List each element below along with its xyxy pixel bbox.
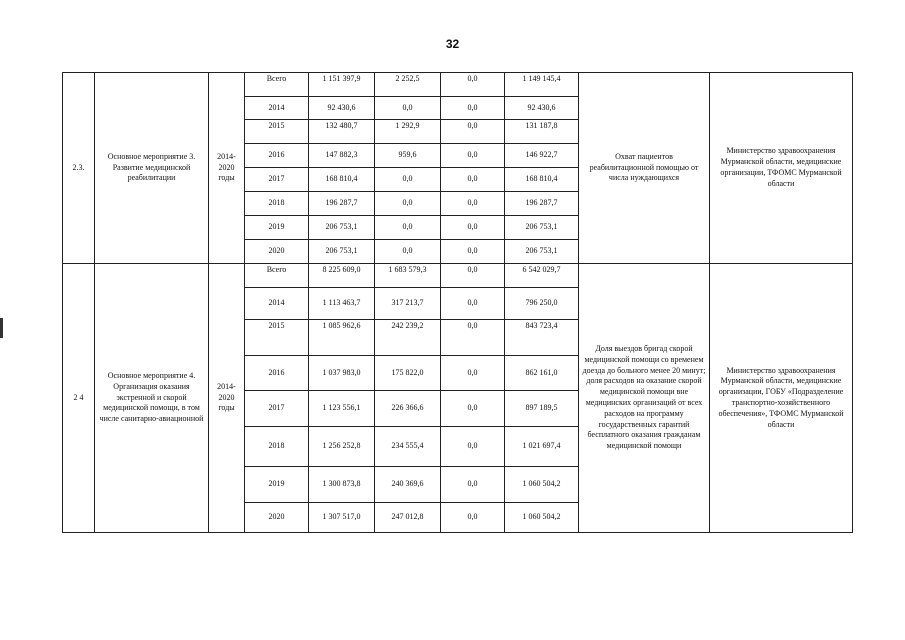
total-amount: 1 113 463,7	[309, 288, 375, 320]
period-label: Всего	[245, 73, 309, 97]
period-label: 2015	[245, 320, 309, 356]
period-label: 2016	[245, 144, 309, 168]
period-label: Всего	[245, 264, 309, 288]
period-label: 2018	[245, 192, 309, 216]
target-indicator: Охват пациентов реабилитационной помощью от числа нуждающихся	[579, 73, 710, 264]
regional-amount: 0,0	[441, 192, 505, 216]
period-label: 2017	[245, 391, 309, 427]
total-amount: 196 287,7	[309, 192, 375, 216]
total-amount: 1 307 517,0	[309, 503, 375, 533]
activity-years: 2014-2020 годы	[209, 264, 245, 533]
federal-amount: 959,6	[375, 144, 441, 168]
activity-number: 2 4	[63, 264, 95, 533]
federal-amount: 2 252,5	[375, 73, 441, 97]
target-indicator: Доля выездов бригад скорой медицинской помощи со временем доезда до больного менее 20 минут; доля расходов на оказание скорой медицинской помощи вне медицинских организаций от всех расходов на программу государственных гарантий бесплатного оказания гражданам медицинской помощи	[579, 264, 710, 533]
total-amount: 1 123 556,1	[309, 391, 375, 427]
regional-amount: 0,0	[441, 120, 505, 144]
activity-name: Основное мероприятие 3. Развитие медицинской реабилитации	[95, 73, 209, 264]
regional-amount: 0,0	[441, 73, 505, 97]
regional-amount: 0,0	[441, 216, 505, 240]
responsible-executor: Министерство здравоохранения Мурманской области, медицинские организации, ТФОМС Мурманской области	[710, 73, 853, 264]
program-table-body	[63, 73, 853, 533]
other-amount: 146 922,7	[505, 144, 579, 168]
activity-number: 2.3.	[63, 73, 95, 264]
total-amount: 147 882,3	[309, 144, 375, 168]
regional-amount: 0,0	[441, 168, 505, 192]
regional-amount: 0,0	[441, 503, 505, 533]
other-amount: 1 060 504,2	[505, 503, 579, 533]
other-amount: 1 149 145,4	[505, 73, 579, 97]
other-amount: 6 542 029,7	[505, 264, 579, 288]
federal-amount: 240 369,6	[375, 467, 441, 503]
period-label: 2014	[245, 97, 309, 120]
table-row	[63, 264, 853, 288]
regional-amount: 0,0	[441, 320, 505, 356]
regional-amount: 0,0	[441, 240, 505, 264]
other-amount: 897 189,5	[505, 391, 579, 427]
period-label: 2018	[245, 427, 309, 467]
total-amount: 1 256 252,8	[309, 427, 375, 467]
federal-amount: 247 012,8	[375, 503, 441, 533]
other-amount: 168 810,4	[505, 168, 579, 192]
other-amount: 1 021 697,4	[505, 427, 579, 467]
other-amount: 206 753,1	[505, 240, 579, 264]
regional-amount: 0,0	[441, 264, 505, 288]
regional-amount: 0,0	[441, 427, 505, 467]
period-label: 2015	[245, 120, 309, 144]
total-amount: 1 037 983,0	[309, 356, 375, 391]
regional-amount: 0,0	[441, 391, 505, 427]
regional-amount: 0,0	[441, 97, 505, 120]
total-amount: 92 430,6	[309, 97, 375, 120]
federal-amount: 0,0	[375, 97, 441, 120]
federal-amount: 0,0	[375, 216, 441, 240]
total-amount: 132 480,7	[309, 120, 375, 144]
other-amount: 92 430,6	[505, 97, 579, 120]
scan-artifact	[0, 318, 3, 338]
period-label: 2020	[245, 503, 309, 533]
federal-amount: 317 213,7	[375, 288, 441, 320]
total-amount: 1 300 873,8	[309, 467, 375, 503]
total-amount: 206 753,1	[309, 240, 375, 264]
regional-amount: 0,0	[441, 356, 505, 391]
other-amount: 206 753,1	[505, 216, 579, 240]
other-amount: 1 060 504,2	[505, 467, 579, 503]
period-label: 2014	[245, 288, 309, 320]
other-amount: 796 250,0	[505, 288, 579, 320]
federal-amount: 1 292,9	[375, 120, 441, 144]
federal-amount: 242 239,2	[375, 320, 441, 356]
other-amount: 196 287,7	[505, 192, 579, 216]
responsible-executor: Министерство здравоохранения Мурманской области, медицинские организации, ГОБУ «Подразделение транспортно-хозяйственного обеспечения», ТФОМС Мурманской области	[710, 264, 853, 533]
period-label: 2019	[245, 467, 309, 503]
total-amount: 206 753,1	[309, 216, 375, 240]
page-number: 32	[445, 37, 460, 51]
total-amount: 1 151 397,9	[309, 73, 375, 97]
table-row	[63, 73, 853, 97]
other-amount: 862 161,0	[505, 356, 579, 391]
activity-years: 2014-2020 годы	[209, 73, 245, 264]
period-label: 2017	[245, 168, 309, 192]
period-label: 2016	[245, 356, 309, 391]
total-amount: 1 085 962,6	[309, 320, 375, 356]
regional-amount: 0,0	[441, 467, 505, 503]
period-label: 2019	[245, 216, 309, 240]
other-amount: 843 723,4	[505, 320, 579, 356]
total-amount: 168 810,4	[309, 168, 375, 192]
federal-amount: 0,0	[375, 168, 441, 192]
other-amount: 131 187,8	[505, 120, 579, 144]
federal-amount: 0,0	[375, 240, 441, 264]
period-label: 2020	[245, 240, 309, 264]
regional-amount: 0,0	[441, 144, 505, 168]
program-table	[62, 72, 853, 533]
federal-amount: 0,0	[375, 192, 441, 216]
federal-amount: 226 366,6	[375, 391, 441, 427]
regional-amount: 0,0	[441, 288, 505, 320]
federal-amount: 175 822,0	[375, 356, 441, 391]
federal-amount: 1 683 579,3	[375, 264, 441, 288]
federal-amount: 234 555,4	[375, 427, 441, 467]
activity-name: Основное мероприятие 4. Организация оказания экстренной и скорой медицинской помощи, в том числе санитарно-авиационной	[95, 264, 209, 533]
total-amount: 8 225 609,0	[309, 264, 375, 288]
